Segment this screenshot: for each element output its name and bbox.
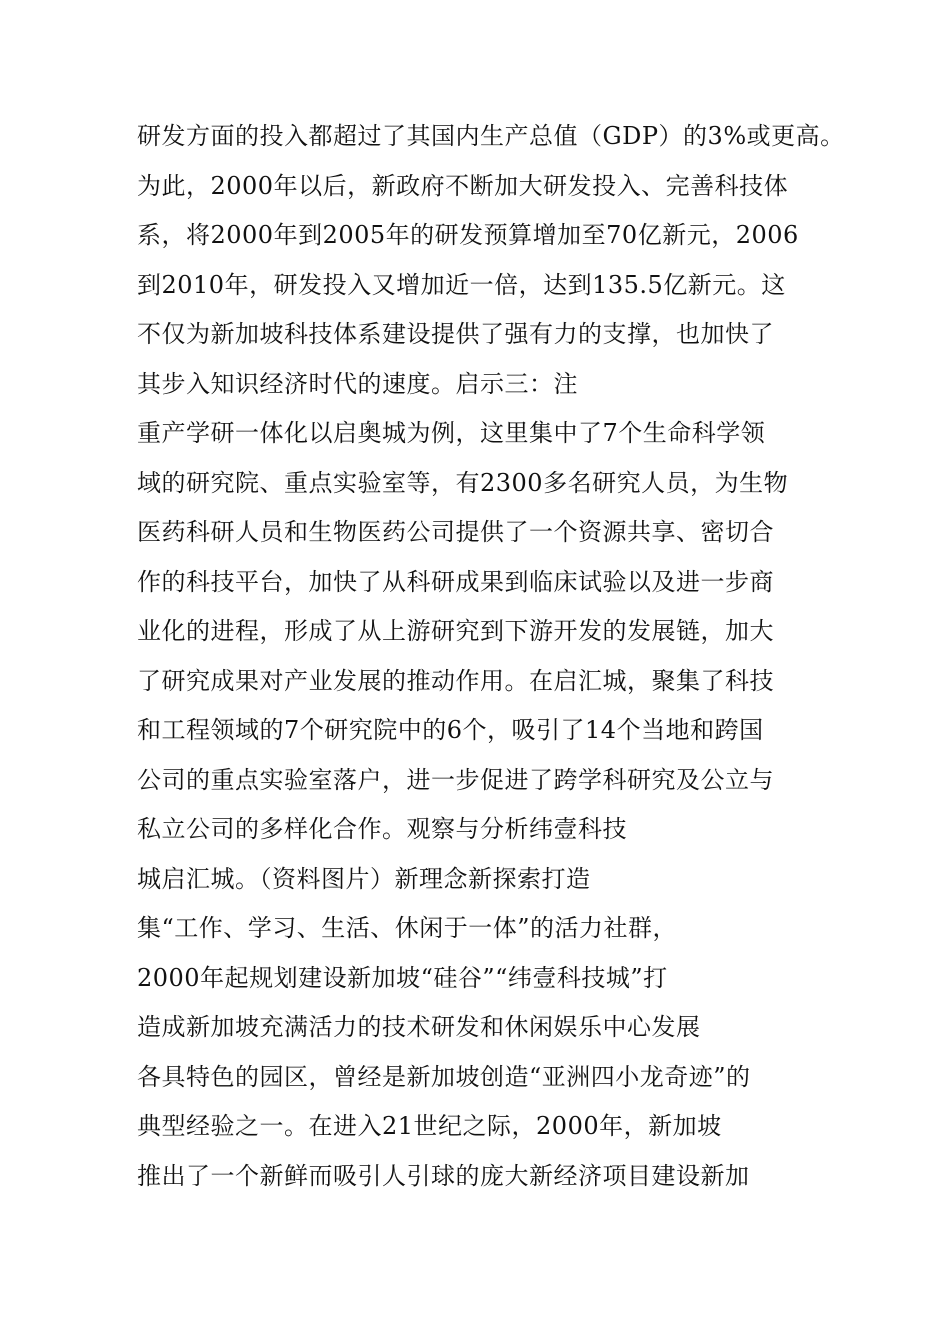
text-line: 域的研究院、重点实验室等，有2300多名研究人员，为生物 <box>137 468 789 497</box>
text-line: 私立公司的多样化合作。观察与分析纬壹科技 <box>137 815 627 843</box>
text-line: 系，将2000年到2005年的研发预算增加至70亿新元，2006 <box>137 221 799 249</box>
text-line: 各具特色的园区，曾经是新加坡创造“亚洲四小龙奇迹”的 <box>137 1062 751 1091</box>
text-line: 城启汇城。（资料图片）新理念新探索打造 <box>137 864 591 893</box>
text-line: 了研究成果对产业发展的推动作用。在启汇城，聚集了科技 <box>137 666 774 695</box>
text-line: 其步入知识经济时代的速度。启示三：注 <box>137 369 578 398</box>
text-line: 业化的进程，形成了从上游研究到下游开发的发展链，加大 <box>137 617 774 645</box>
text-line: 推出了一个新鲜而吸引人引球的庞大新经济项目建设新加 <box>137 1161 750 1190</box>
text-line: 造成新加坡充满活力的技术研发和休闲娱乐中心发展 <box>137 1013 701 1041</box>
text-line: 到2010年，研发投入又增加近一倍，达到135.5亿新元。这 <box>137 270 786 299</box>
text-line: 为此，2000年以后，新政府不断加大研发投入、完善科技体 <box>137 171 789 200</box>
text-line: 不仅为新加坡科技体系建设提供了强有力的支撑，也加快了 <box>137 320 774 348</box>
text-line: 公司的重点实验室落户，进一步促进了跨学科研究及公立与 <box>137 765 774 794</box>
text-line: 和工程领域的7个研究院中的6个，吸引了14个当地和跨国 <box>137 716 764 744</box>
body-text <box>137 112 937 1201</box>
text-line: 2000年起规划建设新加坡“硅谷”“纬壹科技城”打 <box>137 963 668 992</box>
text-line: 典型经验之一。在进入21世纪之际，2000年，新加坡 <box>137 1112 722 1140</box>
text-line: 医药科研人员和生物医药公司提供了一个资源共享、密切合 <box>137 518 774 546</box>
text-line: 作的科技平台，加快了从科研成果到临床试验以及进一步商 <box>137 567 774 596</box>
text-line: 研发方面的投入都超过了其国内生产总值（GDP）的3%或更高。 <box>137 122 845 150</box>
text-line: 集“工作、学习、生活、休闲于一体”的活力社群， <box>137 914 678 942</box>
text-line: 重产学研一体化以启奥城为例，这里集中了7个生命科学领 <box>137 419 766 447</box>
